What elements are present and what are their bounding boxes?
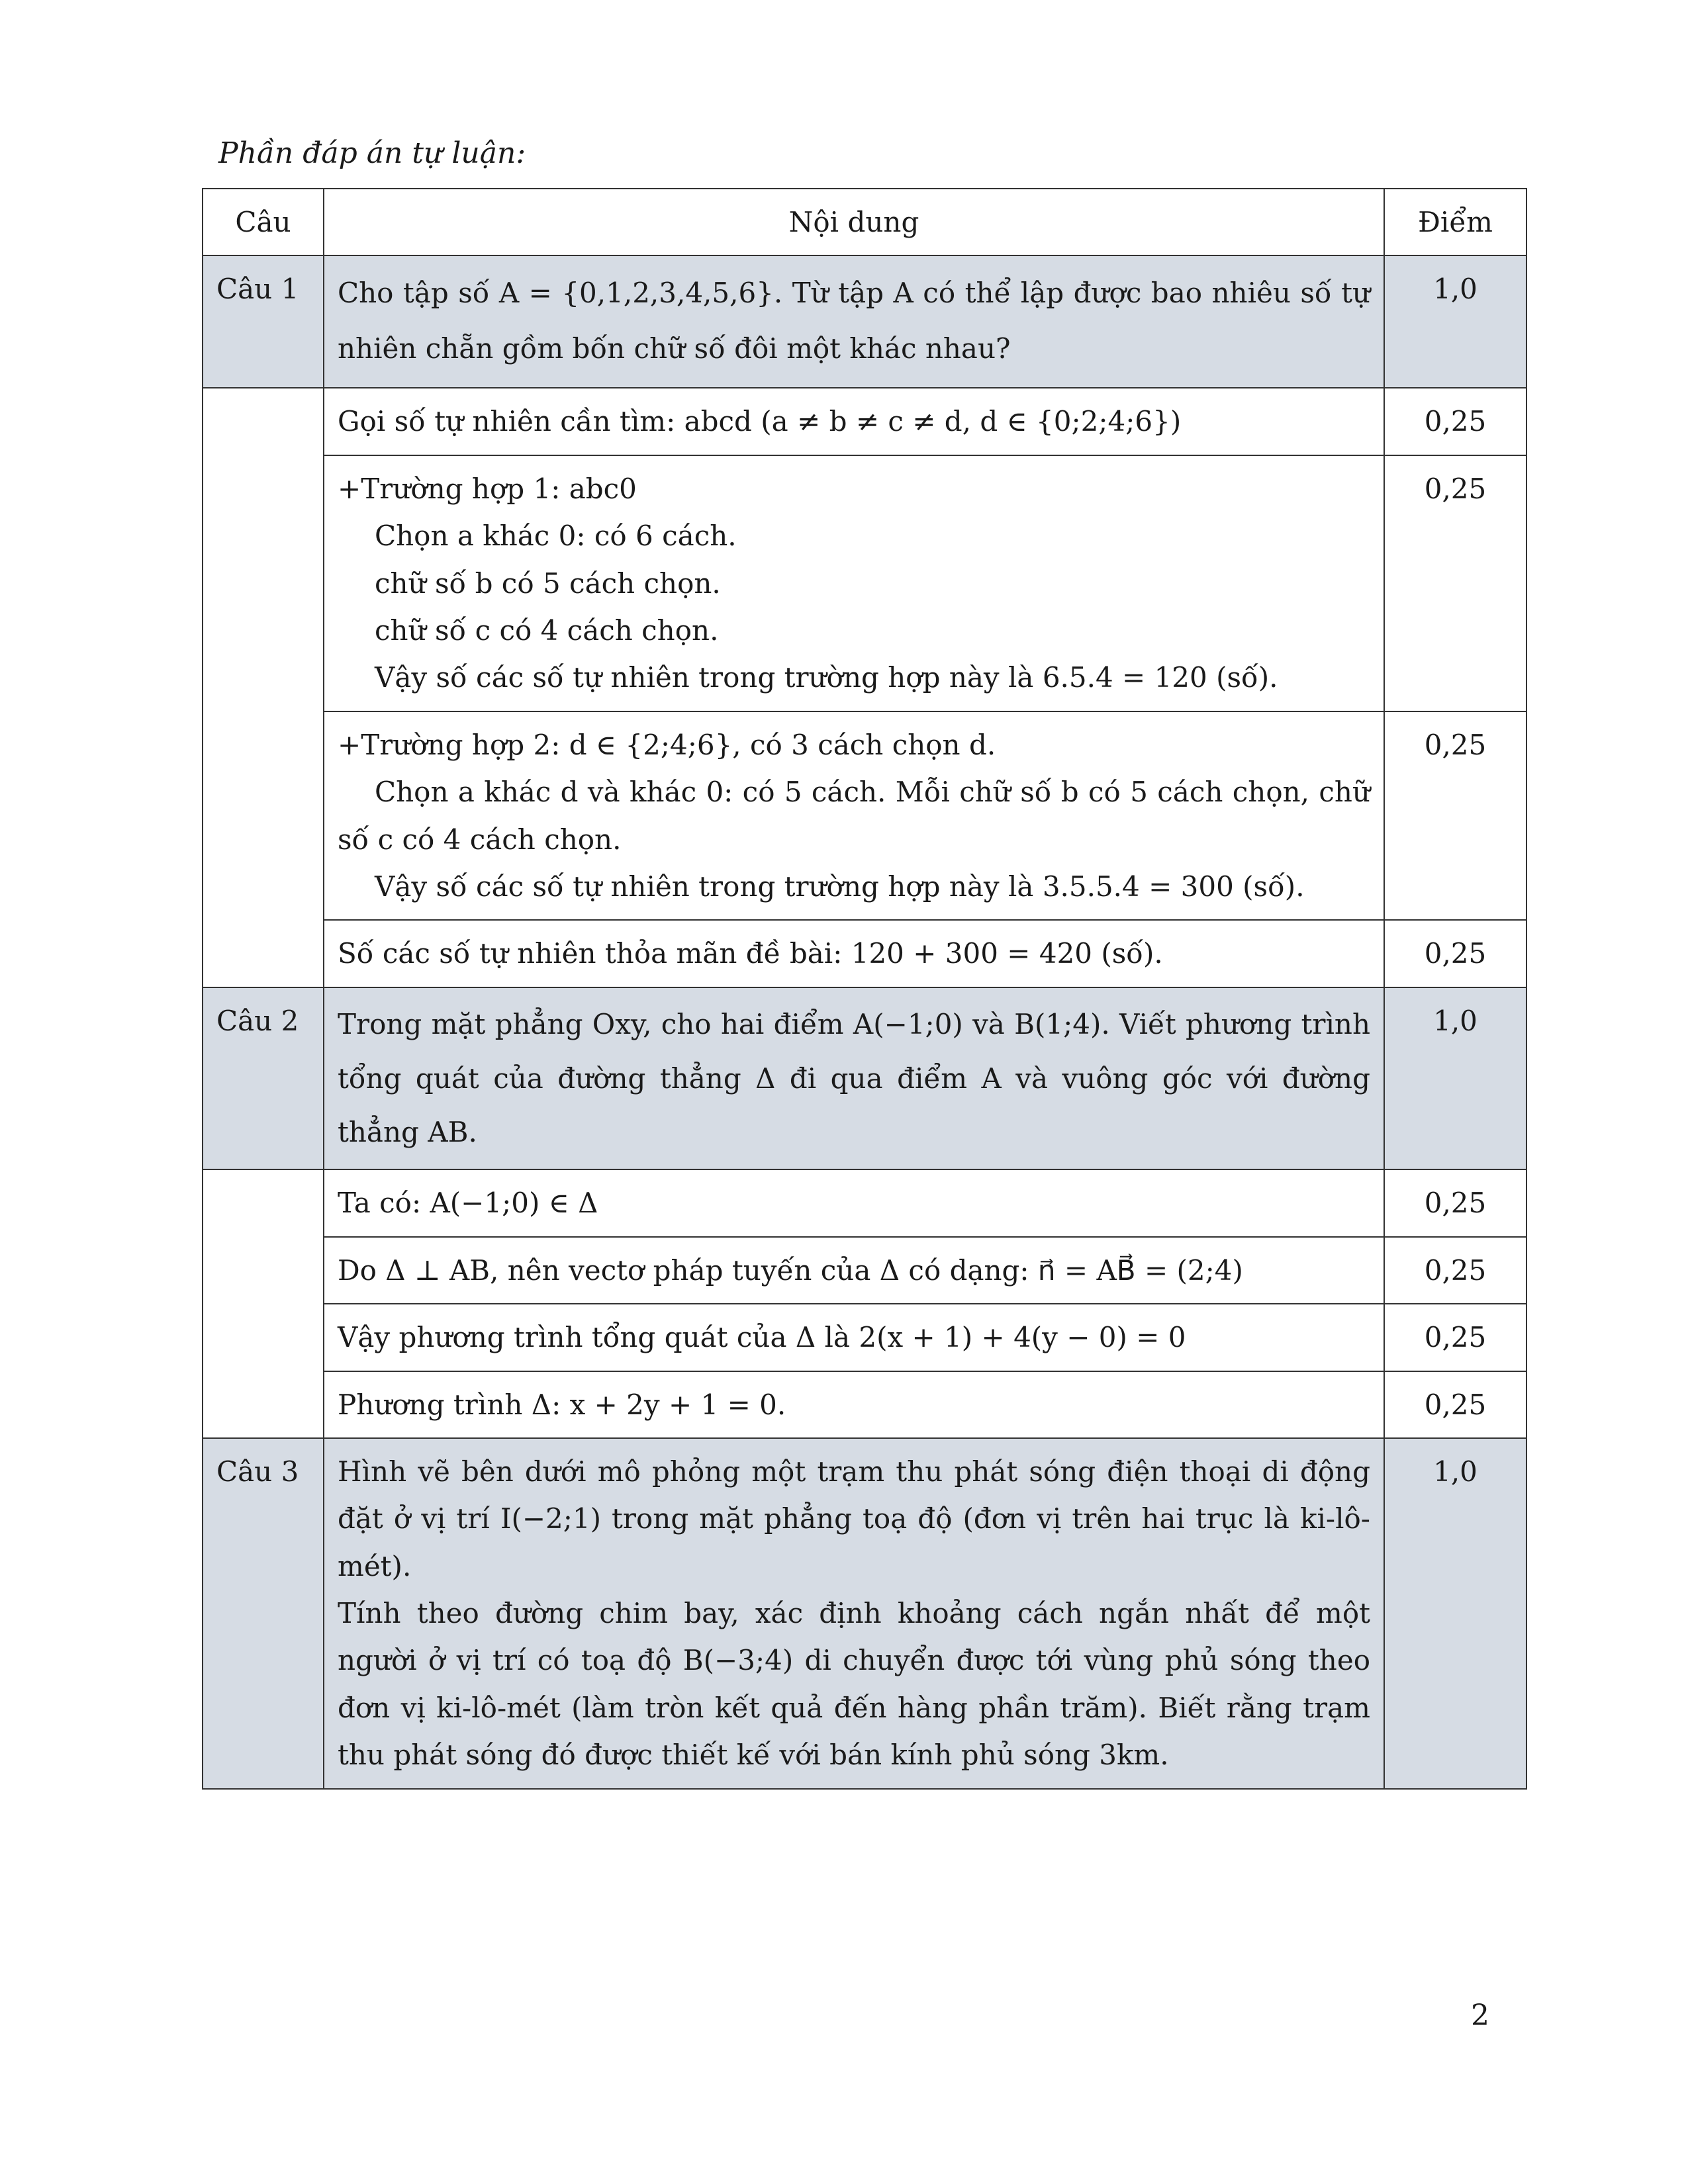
answer-step-row bbox=[203, 920, 1526, 987]
step-score: 0,25 bbox=[1384, 1237, 1526, 1304]
step-score: 0,25 bbox=[1384, 711, 1526, 921]
step-score: 0,25 bbox=[1384, 1169, 1526, 1236]
question-text: Cho tập số A = {0,1,2,3,4,5,6}. Từ tập A có thể lập được bao nhiêu số tự nhiên chẵn gồm bốn chữ số đôi một khác nhau? bbox=[324, 255, 1384, 388]
empty-label-cell bbox=[203, 1169, 324, 1438]
step-score: 0,25 bbox=[1384, 920, 1526, 987]
question-text: Hình vẽ bên dưới mô phỏng một trạm thu phát sóng điện thoại di động đặt ở vị trí I(−2;1) trong mặt phẳng toạ độ (đơn vị trên hai trục là ki-lô-mét). Tính theo đường chim bay, xác định khoảng cách ngắn nhất để một người ở vị trí có toạ độ B(−3;4) di chuyển được tới vùng phủ sóng theo đơn vị ki-lô-mét (làm tròn kết quả đến hàng phần trăm). Biết rằng trạm thu phát sóng đó được thiết kế với bán kính phủ sóng 3km. bbox=[324, 1438, 1384, 1789]
step-content: Ta có: A(−1;0) ∈ Δ bbox=[324, 1169, 1384, 1236]
header-noi-dung: Nội dung bbox=[324, 189, 1384, 255]
step-content: Gọi số tự nhiên cần tìm: abcd (a ≠ b ≠ c ≠ d, d ∈ {0;2;4;6}) bbox=[324, 388, 1384, 455]
step-content: Phương trình Δ: x + 2y + 1 = 0. bbox=[324, 1371, 1384, 1438]
page-number: 2 bbox=[1471, 1999, 1489, 2032]
step-content: Số các số tự nhiên thỏa mãn đề bài: 120 + 300 = 420 (số). bbox=[324, 920, 1384, 987]
answer-step-row bbox=[203, 1169, 1526, 1236]
question-label: Câu 3 bbox=[203, 1438, 324, 1789]
step-content: Do Δ ⊥ AB, nên vectơ pháp tuyến của Δ có dạng: n⃗ = AB⃗ = (2;4) bbox=[324, 1237, 1384, 1304]
question-row-3 bbox=[203, 1438, 1526, 1789]
answer-step-row bbox=[203, 1371, 1526, 1438]
answer-step-row bbox=[203, 1304, 1526, 1371]
step-content: +Trường hợp 2: d ∈ {2;4;6}, có 3 cách chọn d. Chọn a khác d và khác 0: có 5 cách. Mỗi chữ số b có 5 cách chọn, chữ số c có 4 cách chọn. Vậy số các số tự nhiên trong trường hợp này là 3.5.5.4 = 300 (số). bbox=[324, 711, 1384, 921]
question-row-2 bbox=[203, 987, 1526, 1170]
step-score: 0,25 bbox=[1384, 1371, 1526, 1438]
answer-step-row bbox=[203, 455, 1526, 711]
answer-step-row bbox=[203, 388, 1526, 455]
answer-step-row bbox=[203, 1237, 1526, 1304]
header-cau: Câu bbox=[203, 189, 324, 255]
step-score: 0,25 bbox=[1384, 455, 1526, 711]
question-label: Câu 1 bbox=[203, 255, 324, 388]
question-row-1 bbox=[203, 255, 1526, 388]
table-header-row bbox=[203, 189, 1526, 255]
step-score: 0,25 bbox=[1384, 388, 1526, 455]
empty-label-cell bbox=[203, 388, 324, 987]
step-content: Vậy phương trình tổng quát của Δ là 2(x + 1) + 4(y − 0) = 0 bbox=[324, 1304, 1384, 1371]
answer-step-row bbox=[203, 711, 1526, 921]
step-content: +Trường hợp 1: abc0 Chọn a khác 0: có 6 cách. chữ số b có 5 cách chọn. chữ số c có 4 cách chọn. Vậy số các số tự nhiên trong trường hợp này là 6.5.4 = 120 (số). bbox=[324, 455, 1384, 711]
question-score: 1,0 bbox=[1384, 987, 1526, 1170]
header-diem: Điểm bbox=[1384, 189, 1526, 255]
question-score: 1,0 bbox=[1384, 1438, 1526, 1789]
question-text: Trong mặt phẳng Oxy, cho hai điểm A(−1;0) và B(1;4). Viết phương trình tổng quát của đường thẳng Δ đi qua điểm A và vuông góc với đường thẳng AB. bbox=[324, 987, 1384, 1170]
step-score: 0,25 bbox=[1384, 1304, 1526, 1371]
question-label: Câu 2 bbox=[203, 987, 324, 1170]
section-heading: Phần đáp án tự luận: bbox=[218, 136, 526, 170]
question-score: 1,0 bbox=[1384, 255, 1526, 388]
answer-table bbox=[202, 188, 1527, 1790]
